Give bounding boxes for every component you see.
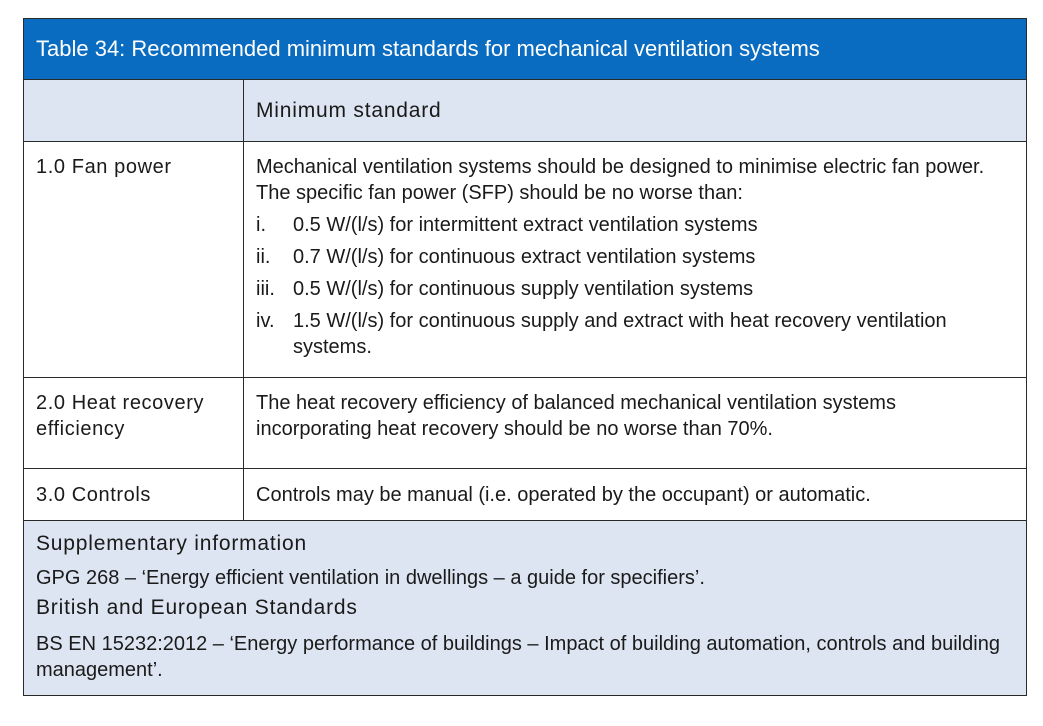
- list-text: 1.5 W/(l/s) for continuous supply and extract with heat recovery ventilation systems.: [293, 310, 947, 358]
- header-left-cell: [24, 80, 244, 141]
- table-title-text: Table 34: Recommended minimum standards for mechanical ventilation systems: [36, 36, 820, 61]
- list-text: 0.7 W/(l/s) for continuous extract ventilation systems: [293, 246, 756, 268]
- row-label-heat-recovery: 2.0 Heat recovery efficiency: [24, 378, 244, 468]
- supplementary-text: GPG 268 – ‘Energy efficient ventilation in dwellings – a guide for specifiers’.: [36, 567, 705, 589]
- row-label-fan-power: 1.0 Fan power: [24, 142, 244, 377]
- list-item: [256, 212, 1014, 238]
- fan-power-intro: Mechanical ventilation systems should be designed to minimise electric fan power. The specific fan power (SFP) should be no worse than:: [256, 156, 985, 204]
- table-row-controls: [24, 469, 1026, 521]
- list-item: [256, 244, 1014, 270]
- table-header-row: [24, 80, 1026, 142]
- row-content-heat-recovery: The heat recovery efficiency of balanced mechanical ventilation systems incorporating heat recovery should be no worse than 70%.: [256, 392, 896, 440]
- supplementary-heading: Supplementary information: [36, 532, 307, 555]
- standards-table: [23, 18, 1027, 696]
- list-marker: i.: [256, 214, 266, 236]
- standards-heading: British and European Standards: [36, 596, 358, 619]
- list-text: 0.5 W/(l/s) for continuous supply ventilation systems: [293, 278, 754, 300]
- list-item: [256, 308, 1014, 360]
- table-row-fan-power: [24, 142, 1026, 378]
- row-label-controls: 3.0 Controls: [24, 469, 244, 520]
- list-marker: iii.: [256, 278, 275, 300]
- table-title: [24, 19, 1026, 80]
- list-marker: ii.: [256, 246, 271, 268]
- list-text: 0.5 W/(l/s) for intermittent extract ventilation systems: [293, 214, 758, 236]
- row-content-fan-power: [244, 142, 1026, 377]
- row-content-controls: Controls may be manual (i.e. operated by the occupant) or automatic.: [256, 483, 871, 506]
- list-marker: iv.: [256, 310, 275, 332]
- list-item: [256, 276, 1014, 302]
- supplementary-section: [24, 521, 1026, 695]
- header-minimum-standard: Minimum standard: [256, 98, 442, 122]
- table-row-heat-recovery: [24, 378, 1026, 469]
- standards-text: BS EN 15232:2012 – ‘Energy performance of buildings – Impact of building automation, controls and building management’.: [36, 633, 1000, 681]
